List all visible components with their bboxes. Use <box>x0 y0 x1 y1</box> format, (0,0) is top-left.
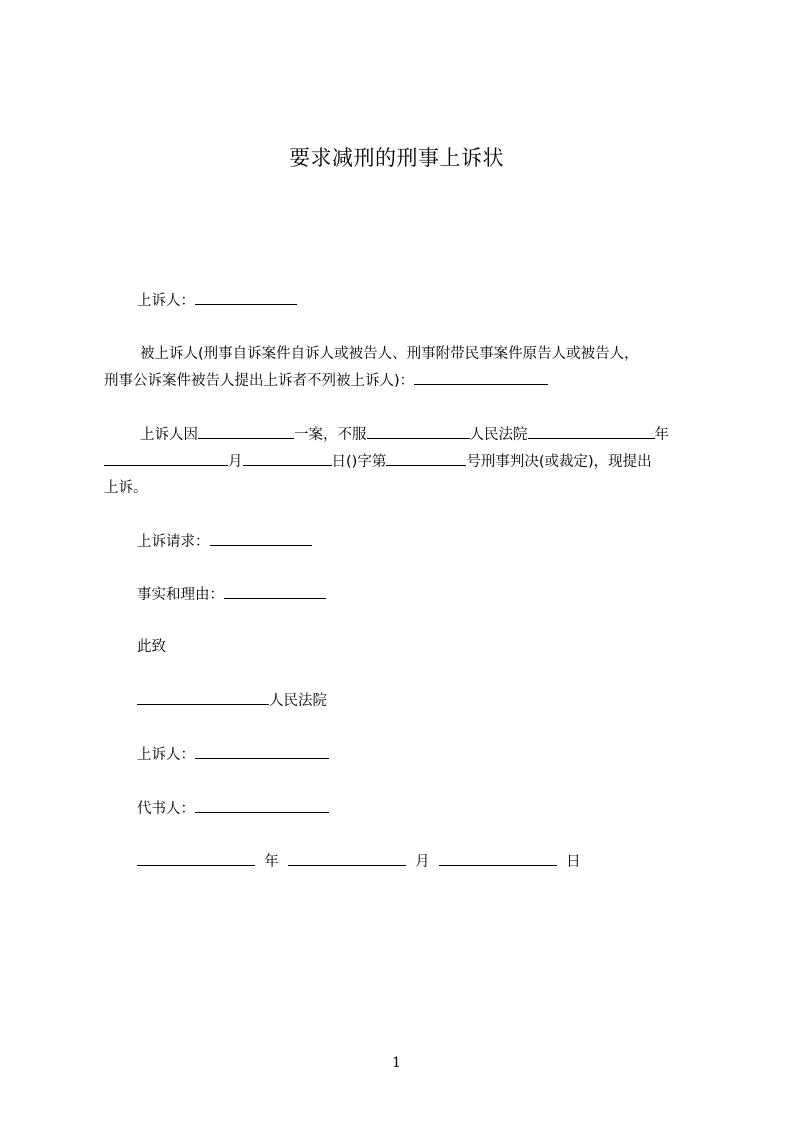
appellant-blank[interactable] <box>195 290 297 305</box>
facts-line <box>137 584 326 605</box>
facts-blank[interactable] <box>224 584 326 599</box>
sign-appellant-line <box>137 744 329 765</box>
court-blank[interactable] <box>367 424 470 439</box>
reason-line-2 <box>104 451 652 472</box>
request-line <box>137 531 312 552</box>
salutation: 此致 <box>137 639 166 655</box>
appellant-label: 上诉人： <box>137 293 195 309</box>
document-title: 要求减刑的刑事上诉状 <box>289 146 504 170</box>
sign-appellant-label: 上诉人： <box>137 747 195 763</box>
agent-label: 代书人： <box>137 801 195 817</box>
court-line <box>137 690 327 711</box>
appellant-line <box>137 290 297 311</box>
agent-line <box>137 798 329 819</box>
page-number: 1 <box>392 1055 401 1071</box>
judgment-year-blank-2[interactable] <box>104 451 228 466</box>
appellee-line-1: 被上诉人(刑事自诉案件自诉人或被告人、刑事附带民事案件原告人或被告人， <box>140 346 639 362</box>
date-day-blank[interactable] <box>439 851 557 866</box>
recipient-court-blank[interactable] <box>137 690 269 705</box>
reason-text-4: 年 <box>654 427 669 443</box>
reason-text-2: 一案，不服 <box>294 427 367 443</box>
date-line <box>137 851 581 872</box>
date-year-label: 年 <box>264 854 279 870</box>
request-blank[interactable] <box>210 531 312 546</box>
date-year-blank[interactable] <box>137 851 255 866</box>
agent-blank[interactable] <box>195 798 329 813</box>
appellee-blank[interactable] <box>414 370 548 385</box>
reason-text-7: 号刑事判决(或裁定)，现提出 <box>466 454 652 470</box>
reason-line-1 <box>140 424 669 445</box>
reason-text-5: 月 <box>228 454 243 470</box>
reason-text-3: 人民法院 <box>469 427 528 443</box>
reason-text-1: 上诉人因 <box>140 427 198 443</box>
court-label: 人民法院 <box>269 693 327 709</box>
appellee-line-2 <box>104 370 548 391</box>
facts-label: 事实和理由： <box>137 587 224 603</box>
reason-line-3: 上诉。 <box>104 480 148 496</box>
date-month-label: 月 <box>415 854 430 870</box>
request-label: 上诉请求： <box>137 534 210 550</box>
judgment-number-blank[interactable] <box>386 451 466 466</box>
date-month-blank[interactable] <box>288 851 406 866</box>
judgment-year-blank[interactable] <box>528 424 655 439</box>
judgment-day-blank[interactable] <box>243 451 332 466</box>
date-day-label: 日 <box>566 854 581 870</box>
sign-appellant-blank[interactable] <box>195 744 329 759</box>
case-name-blank[interactable] <box>198 424 294 439</box>
reason-text-6: 日()字第 <box>331 454 387 470</box>
appellee-label: 刑事公诉案件被告人提出上诉者不列被上诉人)： <box>104 373 415 389</box>
